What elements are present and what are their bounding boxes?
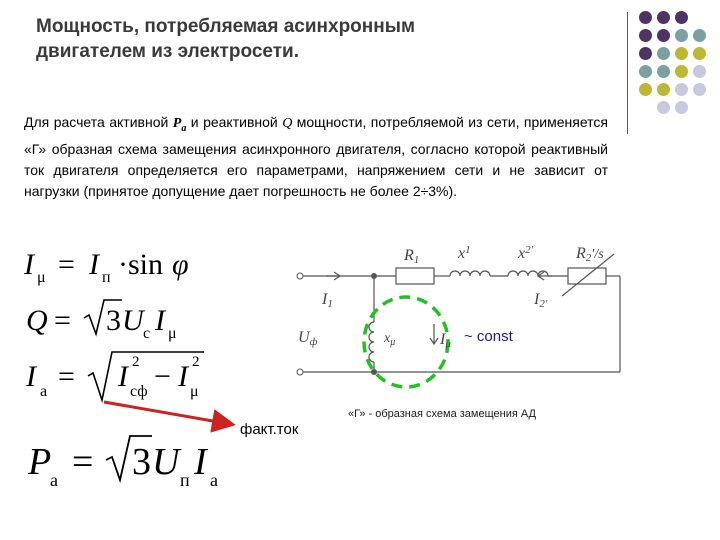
f2-i-sub: μ xyxy=(168,325,177,342)
label-i1-sub: 1 xyxy=(327,298,333,310)
label-uf: U xyxy=(298,329,310,346)
f3-b-sup: 2 xyxy=(192,354,200,370)
paragraph-text-1: Для расчета активной xyxy=(24,114,173,130)
f3-a-sup: 2 xyxy=(132,354,140,370)
i1-arrow-icon xyxy=(326,272,340,280)
f3-minus: − xyxy=(154,360,171,393)
f1-eq: = xyxy=(58,248,75,281)
node-bottom xyxy=(371,369,377,375)
label-x2-prime: ′ xyxy=(530,244,534,256)
r1-resistor xyxy=(396,268,434,284)
circuit-caption: «Г» - образная схема замещения АД xyxy=(348,408,537,420)
p-symbol: P xyxy=(172,116,182,131)
f1-sin: sin xyxy=(128,248,164,281)
p-subscript: a xyxy=(181,122,187,134)
f3-lhs: I xyxy=(26,360,36,393)
f1-phi: φ xyxy=(172,248,189,281)
f3-a: I xyxy=(118,360,128,393)
f4-eq: = xyxy=(72,441,94,483)
imu-arrow-icon xyxy=(430,324,438,344)
symbol-q: Q xyxy=(282,116,293,131)
f3-b-sub: μ xyxy=(190,383,199,400)
label-r2-rest: ′/s xyxy=(591,247,604,262)
title-line-2: двигателем из электросети. xyxy=(36,41,299,62)
f1-r1: I xyxy=(89,248,99,281)
label-x1-sub: 1 xyxy=(465,244,471,256)
label-x2-sub: 2 xyxy=(525,244,531,256)
f4-i-sub: а xyxy=(210,470,218,490)
f2-lhs: Q xyxy=(26,304,48,337)
label-uf-sub: ф xyxy=(309,336,318,348)
f3-a-sub: сф xyxy=(130,383,148,400)
label-xmu-sub: μ xyxy=(390,337,396,348)
label-x1: x xyxy=(458,245,466,262)
f1-r1-sub: п xyxy=(102,269,111,286)
red-arrow-line xyxy=(104,402,230,424)
f2-three: 3 xyxy=(106,304,121,337)
label-x2: x xyxy=(518,245,526,262)
label-i2-prime: ′ xyxy=(544,298,548,310)
svg-text:xμ xyxy=(383,331,395,348)
svg-text:x1 xyxy=(457,244,471,262)
f4-u-sub: п xyxy=(180,470,190,490)
node-top xyxy=(371,273,377,279)
svg-text:R1 xyxy=(403,247,419,266)
f2-u-sub: с xyxy=(143,325,151,342)
i2-arrow-icon xyxy=(538,272,552,280)
paragraph-text-3: мощности, потребляемой из сети, применяется «Г» образная схема замещения асинхронного двигателя, согласно которой реактивный ток двигателя определяется его параметрами, напряжением сети и не зависит от нагрузки (принятое допущение дает погрешность не более 2÷3%). xyxy=(24,114,608,199)
x-mu-inductor xyxy=(369,322,374,362)
f3-lhs-sub: а xyxy=(40,383,48,400)
f4-u: U xyxy=(152,441,180,483)
label-r1-sub: 1 xyxy=(413,254,420,266)
paragraph-text-2: и реактивной xyxy=(186,114,283,130)
label-r2-sub: 2 xyxy=(585,252,592,264)
svg-text:I1 xyxy=(321,291,333,310)
label-i2-sub: 2 xyxy=(539,298,545,310)
svg-text:x2′ xyxy=(517,244,534,262)
title-line-1: Мощность, потребляемая асинхронным xyxy=(36,16,416,37)
label-r1: R xyxy=(404,247,414,264)
f1-lhs: I xyxy=(24,248,34,281)
equivalent-circuit xyxy=(286,232,626,404)
f4-i: I xyxy=(194,441,207,483)
x1-inductor xyxy=(450,271,490,276)
f1-dot: · xyxy=(118,248,128,281)
terminal-top xyxy=(297,273,303,279)
label-i2: I xyxy=(534,291,540,308)
label-xmu: x xyxy=(384,331,391,346)
label-imu-sub: μ xyxy=(445,338,451,350)
f2-i: I xyxy=(155,304,165,337)
f2-eq: = xyxy=(54,304,71,337)
const-label: ~ const xyxy=(464,328,513,345)
svg-text:Iμ xyxy=(439,331,451,350)
label-imu: I xyxy=(440,331,446,348)
f1-lhs-sub: μ xyxy=(37,269,46,286)
fact-tok-label: факт.ток xyxy=(240,421,299,438)
terminal-bottom xyxy=(297,369,303,375)
f3-eq: = xyxy=(58,360,75,393)
svg-text:R2′/s xyxy=(575,245,604,264)
f4-lhs-sub: а xyxy=(50,470,58,490)
f2-u: U xyxy=(122,304,144,337)
label-r2: R xyxy=(576,245,586,262)
svg-text:Uф xyxy=(298,329,318,348)
svg-text:I2′ xyxy=(533,291,548,310)
f4-three: 3 xyxy=(132,441,151,483)
f3-b: I xyxy=(178,360,188,393)
label-i1: I xyxy=(322,291,328,308)
f4-lhs: P xyxy=(28,441,52,483)
